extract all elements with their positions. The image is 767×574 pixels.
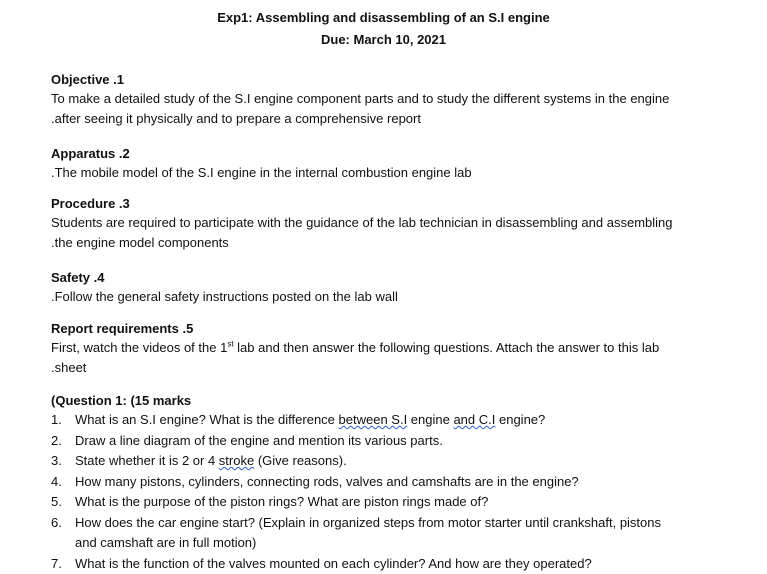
report-line-2: .sheet [51, 358, 731, 378]
safety-heading: Safety .4 [51, 269, 731, 287]
report-section [51, 320, 731, 378]
apparatus-heading: Apparatus .2 [51, 145, 731, 163]
safety-section [51, 269, 731, 307]
question-text: What is the function of the valves mounted on each cylinder? And how are they operated? [75, 556, 592, 571]
question-text: What is the purpose of the piston rings? What are piston rings made of? [75, 494, 488, 509]
procedure-line-1: Students are required to participate with the guidance of the lab technician in disassembling and assembling [51, 213, 731, 233]
question-text-line-1: How does the car engine start? (Explain in organized steps from motor starter until crankshaft, pistons [75, 513, 731, 534]
objective-heading: Objective .1 [51, 71, 731, 89]
question-item [51, 492, 731, 513]
question-text-end: engine? [495, 412, 545, 427]
question-number: 1. [51, 410, 62, 431]
question-item [51, 451, 731, 472]
question-text: Draw a line diagram of the engine and mention its various parts. [75, 433, 443, 448]
question-1-section [51, 392, 731, 574]
procedure-line-2: .the engine model components [51, 233, 731, 253]
question-item [51, 554, 731, 574]
procedure-heading: Procedure .3 [51, 195, 731, 213]
question-item [51, 472, 731, 493]
question-text-start: What is an S.I engine? What is the difference [75, 412, 339, 427]
question-number: 2. [51, 431, 62, 452]
question-number: 7. [51, 554, 62, 574]
objective-line-2: .after seeing it physically and to prepare a comprehensive report [51, 109, 731, 129]
question-text-middle: engine [407, 412, 453, 427]
report-line-1 [51, 338, 731, 358]
spellcheck-underlined-text: stroke [219, 453, 254, 468]
question-text-line-2: and camshaft are in full motion) [75, 533, 731, 554]
report-line-1-end: lab and then answer the following questions. Attach the answer to this lab [234, 340, 660, 355]
report-superscript: st [227, 340, 233, 349]
question-number: 6. [51, 513, 62, 534]
question-text-start: State whether it is 2 or 4 [75, 453, 219, 468]
apparatus-line-1: .The mobile model of the S.I engine in the internal combustion engine lab [51, 163, 731, 183]
procedure-section [51, 195, 731, 253]
objective-line-1: To make a detailed study of the S.I engine component parts and to study the different systems in the engine [51, 89, 731, 109]
spellcheck-underlined-text: and C.I [453, 412, 495, 427]
question-list [51, 410, 731, 574]
due-date: Due: March 10, 2021 [0, 32, 767, 47]
document-title: Exp1: Assembling and disassembling of an S.I engine [0, 10, 767, 25]
spellcheck-underlined-text: between S.I [339, 412, 408, 427]
safety-line-1: .Follow the general safety instructions posted on the lab wall [51, 287, 731, 307]
question-item [51, 410, 731, 431]
objective-section [51, 71, 731, 129]
apparatus-section [51, 145, 731, 183]
report-heading: Report requirements .5 [51, 320, 731, 338]
question-number: 3. [51, 451, 62, 472]
question-text-end: (Give reasons). [254, 453, 346, 468]
question-number: 5. [51, 492, 62, 513]
question-item [51, 431, 731, 452]
report-line-1-start: First, watch the videos of the 1 [51, 340, 227, 355]
question-number: 4. [51, 472, 62, 493]
question-text: How many pistons, cylinders, connecting rods, valves and camshafts are in the engine? [75, 474, 579, 489]
question-item [51, 513, 731, 554]
question-1-heading: (Question 1: (15 marks [51, 392, 731, 410]
